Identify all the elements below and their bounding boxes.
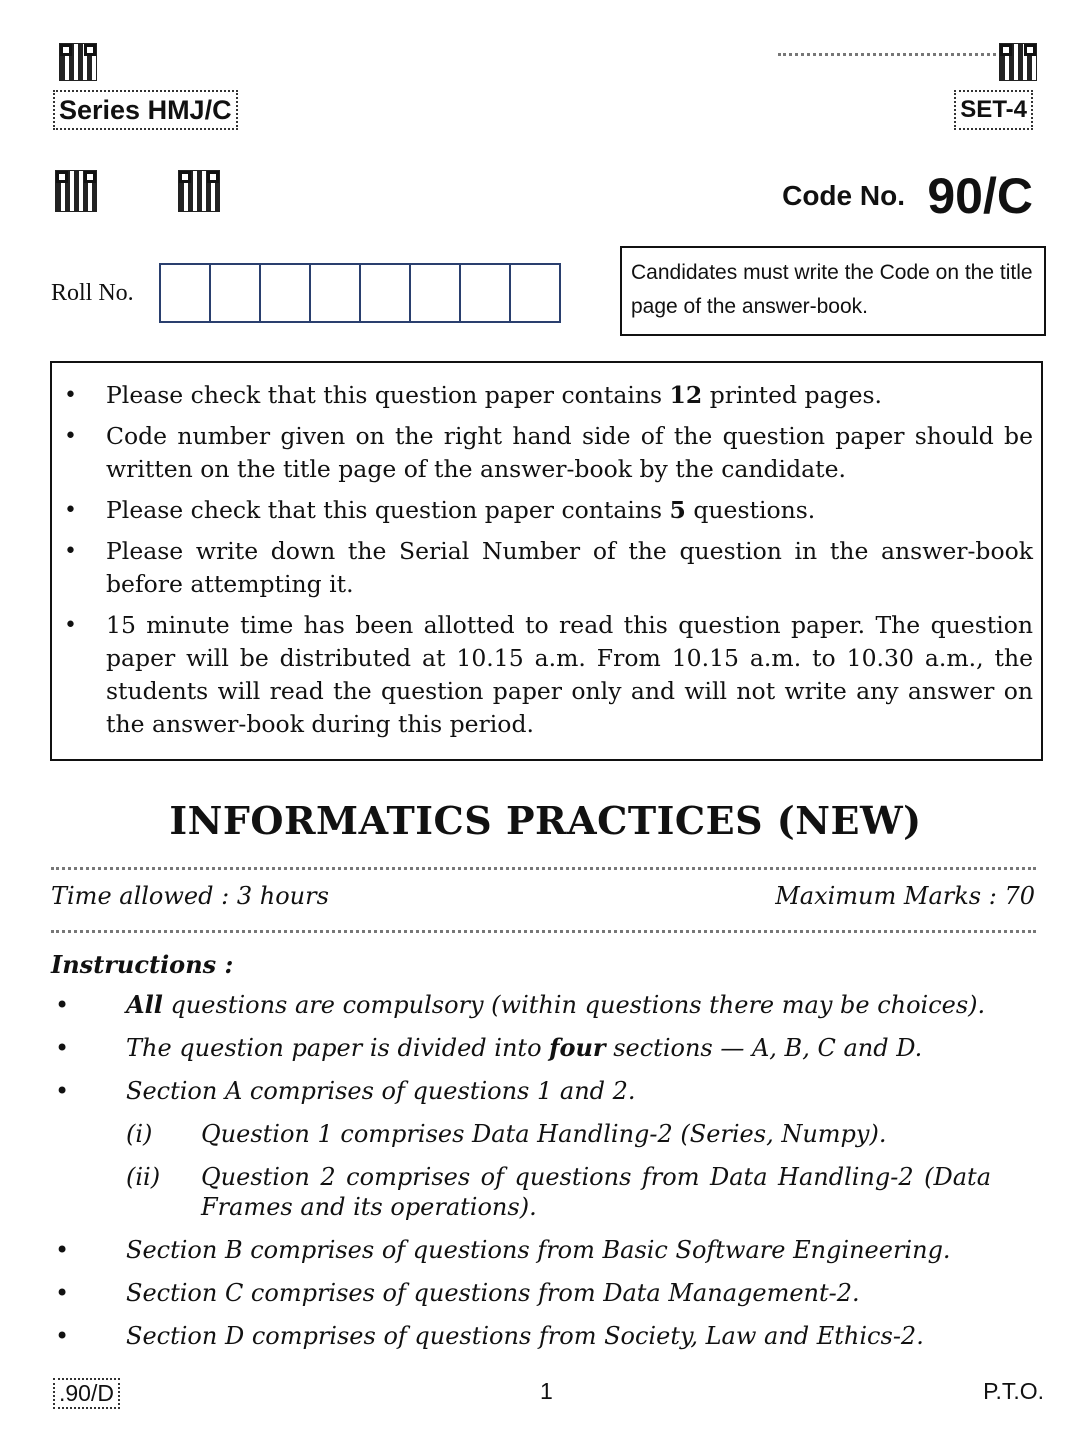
time-allowed: Time allowed : 3 hours bbox=[51, 882, 329, 910]
roll-box bbox=[259, 263, 311, 323]
qr-code-middle-left bbox=[56, 171, 96, 211]
instruction-item: • The question paper is divided into four sections — A, B, C and D. bbox=[55, 1033, 923, 1062]
roll-box bbox=[309, 263, 361, 323]
maximum-marks: Maximum Marks : 70 bbox=[775, 882, 1035, 910]
instructions-heading: Instructions : bbox=[51, 950, 234, 979]
roll-number-label: Roll No. bbox=[51, 280, 134, 306]
instruction-item: • Section A comprises of questions 1 and 2. bbox=[55, 1077, 636, 1105]
notice-item: • Please write down the Serial Number of the question in the answer-book before attempting it. bbox=[106, 535, 1033, 601]
paper-title: INFORMATICS PRACTICES (NEW) bbox=[169, 798, 922, 843]
qr-code-top-left bbox=[60, 44, 96, 80]
microtext-rule-lower bbox=[51, 930, 1036, 936]
please-turn-over: P.T.O. bbox=[983, 1378, 1044, 1404]
candidate-note: Candidates must write the Code on the title page of the answer-book. bbox=[620, 246, 1046, 336]
footer-code: .90/D bbox=[53, 1378, 120, 1409]
roll-number-boxes bbox=[161, 263, 561, 323]
set-label: SET-4 bbox=[954, 90, 1033, 130]
roll-box bbox=[509, 263, 561, 323]
instruction-subitem: (i) Question 1 comprises Data Handling-2 (Series, Numpy). bbox=[126, 1120, 887, 1148]
notice-box bbox=[50, 361, 1043, 761]
series-label: Series HMJ/C bbox=[53, 90, 238, 130]
notice-item: • Code number given on the right hand side of the question paper should be written on the title page of the answer-book by the candidate. bbox=[106, 420, 1033, 486]
instruction-subitem: (ii) Question 2 comprises of questions from Data Handling-2 (Data Frames and its operations). bbox=[126, 1163, 991, 1221]
top-microtext-rule bbox=[778, 53, 996, 59]
instruction-item: • Section D comprises of questions from Society, Law and Ethics-2. bbox=[55, 1322, 924, 1350]
page-number: 1 bbox=[540, 1378, 553, 1404]
microtext-rule-upper bbox=[51, 867, 1036, 873]
qr-code-middle-second bbox=[179, 171, 219, 211]
instruction-item: • All questions are compulsory (within questions there may be choices). bbox=[55, 990, 986, 1019]
roll-box bbox=[359, 263, 411, 323]
qr-code-top-right bbox=[1000, 44, 1036, 80]
instructions-list bbox=[51, 990, 991, 1364]
notice-item: • 15 minute time has been allotted to read this question paper. The question paper will be distributed at 10.15 a.m. From 10.15 a.m. to 10.30 a.m., the students will read the question paper only and will not write any answer on the answer-book during this period. bbox=[106, 609, 1033, 741]
roll-box bbox=[209, 263, 261, 323]
notice-item: • Please check that this question paper contains 5 questions. bbox=[106, 494, 1033, 527]
roll-box bbox=[409, 263, 461, 323]
code-value: 90/C bbox=[927, 168, 1033, 224]
code-label: Code No. bbox=[782, 180, 905, 211]
instruction-item: • Section C comprises of questions from Data Management-2. bbox=[55, 1279, 860, 1307]
roll-box bbox=[459, 263, 511, 323]
roll-box bbox=[159, 263, 211, 323]
instruction-item: • Section B comprises of questions from Basic Software Engineering. bbox=[55, 1236, 951, 1264]
notice-item: • Please check that this question paper contains 12 printed pages. bbox=[106, 379, 1033, 412]
